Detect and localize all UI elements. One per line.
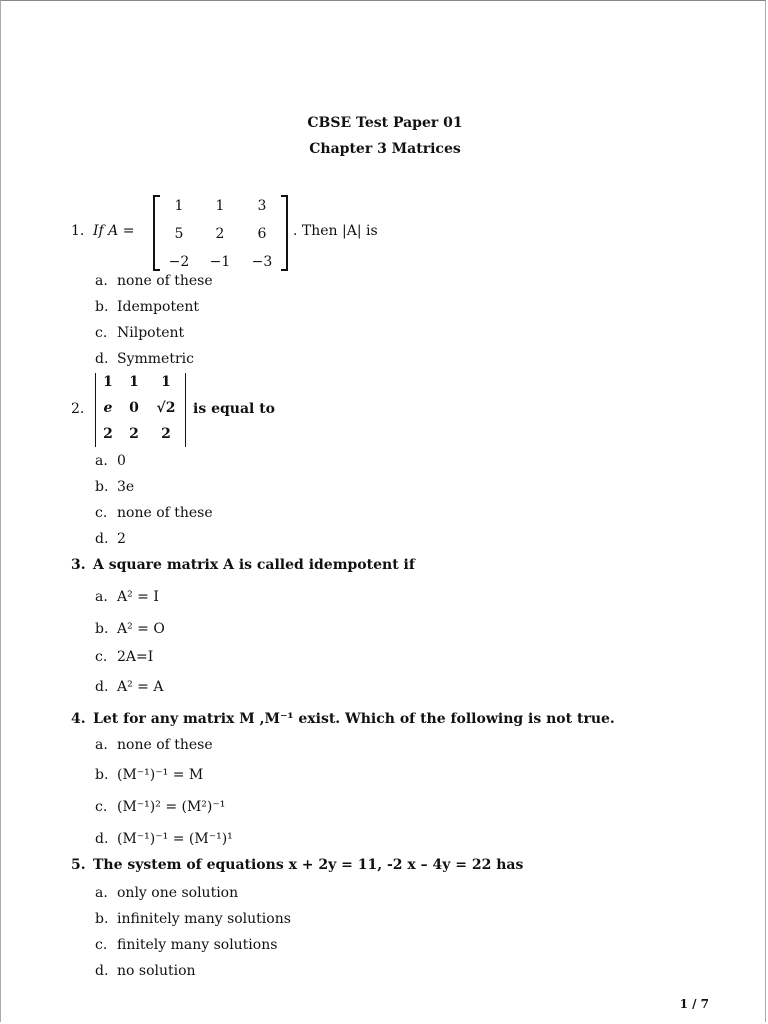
matrix-cell: 3: [257, 198, 267, 214]
option-label: d.: [95, 963, 109, 979]
option-label: b.: [95, 621, 109, 637]
option-label: d.: [95, 679, 109, 695]
question-4-text: [71, 711, 615, 727]
option-text: Idempotent: [117, 299, 199, 315]
option-label: a.: [95, 453, 108, 469]
question-1-matrix: [159, 192, 283, 276]
option-2a: [95, 453, 126, 469]
matrix-cell: −3: [251, 254, 273, 270]
question-1-number: 1.: [71, 223, 85, 239]
option-text: no solution: [117, 963, 196, 979]
option-label: c.: [95, 937, 108, 953]
matrix-cell: 6: [257, 226, 267, 242]
question-number: 5.: [71, 857, 86, 873]
question-2-suffix: is equal to: [193, 401, 276, 417]
matrix-cell: 1: [103, 374, 113, 390]
option-1d: [95, 351, 194, 367]
question-body: A square matrix A is called idempotent if: [93, 557, 415, 573]
matrix-cell: 2: [161, 426, 171, 442]
option-text: finitely many solutions: [117, 937, 278, 953]
option-text: none of these: [117, 273, 213, 289]
option-label: b.: [95, 911, 109, 927]
option-4c: [95, 799, 225, 815]
option-label: d.: [95, 831, 109, 847]
option-text: (M⁻¹)² = (M²)⁻¹: [117, 799, 226, 815]
option-5d: [95, 963, 196, 979]
option-text: (M⁻¹)⁻¹ = M: [117, 767, 204, 783]
option-text: none of these: [117, 737, 213, 753]
question-1-prefix: If A =: [93, 223, 135, 239]
question-5-text: [71, 857, 523, 873]
matrix-cell: −1: [209, 254, 231, 270]
option-1c: [95, 325, 184, 341]
option-text: Nilpotent: [117, 325, 185, 341]
question-2-number: 2.: [71, 401, 85, 417]
determinant-left-bar: [95, 373, 96, 447]
matrix-cell: 2: [215, 226, 225, 242]
option-label: a.: [95, 737, 108, 753]
option-text: A² = I: [117, 589, 159, 605]
option-text: 0: [117, 453, 126, 469]
option-text: 3e: [117, 479, 135, 495]
option-label: a.: [95, 589, 108, 605]
matrix-cell: 2: [129, 426, 139, 442]
option-5a: [95, 885, 238, 901]
option-1b: [95, 299, 199, 315]
option-text: infinitely many solutions: [117, 911, 291, 927]
matrix-cell: 1: [161, 374, 171, 390]
option-label: a.: [95, 885, 108, 901]
option-3b: [95, 621, 165, 637]
option-label: a.: [95, 273, 108, 289]
option-label: d.: [95, 351, 109, 367]
option-label: c.: [95, 325, 108, 341]
option-label: b.: [95, 479, 109, 495]
option-3c: [95, 649, 153, 665]
question-2-determinant: [97, 369, 183, 447]
question-number: 4.: [71, 711, 86, 727]
option-3a: [95, 589, 159, 605]
option-label: d.: [95, 531, 109, 547]
question-number: 3.: [71, 557, 86, 573]
option-text: none of these: [117, 505, 213, 521]
matrix-cell: 1: [215, 198, 225, 214]
matrix-cell: e: [103, 400, 113, 416]
matrix-cell: 1: [174, 198, 184, 214]
option-label: b.: [95, 299, 109, 315]
option-text: Symmetric: [117, 351, 194, 367]
matrix-cell: 2: [103, 426, 113, 442]
determinant-right-bar: [185, 373, 186, 447]
option-4b: [95, 767, 203, 783]
chapter-title: Chapter 3 Matrices: [309, 141, 461, 157]
matrix-right-bracket: [281, 195, 288, 271]
page-number: 1 / 7: [679, 997, 709, 1011]
question-3-text: [71, 557, 415, 573]
matrix-cell: √2: [156, 400, 176, 416]
matrix-cell: −2: [168, 254, 190, 270]
option-1a: [95, 273, 213, 289]
option-4d: [95, 831, 233, 847]
option-label: c.: [95, 505, 108, 521]
question-body: The system of equations x + 2y = 11, -2 x – 4y = 22 has: [93, 857, 524, 873]
option-2c: [95, 505, 213, 521]
option-4a: [95, 737, 213, 753]
option-5c: [95, 937, 277, 953]
option-text: (M⁻¹)⁻¹ = (M⁻¹)¹: [117, 831, 233, 847]
option-label: b.: [95, 767, 109, 783]
option-label: c.: [95, 799, 108, 815]
option-text: 2A=I: [117, 649, 154, 665]
paper-title: CBSE Test Paper 01: [307, 115, 463, 131]
option-5b: [95, 911, 291, 927]
option-text: A² = O: [117, 621, 165, 637]
option-text: only one solution: [117, 885, 239, 901]
matrix-cell: 0: [129, 400, 139, 416]
question-body: Let for any matrix M ,M⁻¹ exist. Which of the following is not true.: [93, 711, 615, 727]
option-text: 2: [117, 531, 126, 547]
option-3d: [95, 679, 163, 695]
option-2b: [95, 479, 134, 495]
matrix-cell: 1: [129, 374, 139, 390]
question-1-suffix: . Then |A| is: [293, 223, 378, 239]
matrix-cell: 5: [174, 226, 184, 242]
option-label: c.: [95, 649, 108, 665]
option-2d: [95, 531, 126, 547]
option-text: A² = A: [117, 679, 164, 695]
